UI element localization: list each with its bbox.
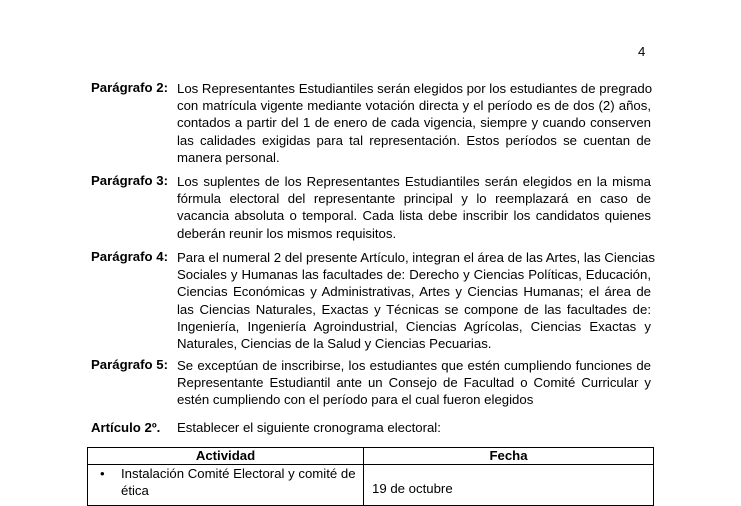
schedule-table <box>87 447 654 506</box>
activity-line: ética <box>121 483 149 498</box>
paragraph-line: Los suplentes de los Representantes Estudiantiles serán elegidos en la misma <box>177 174 651 189</box>
paragraph-line: deberán reunir los mismos requisitos. <box>177 225 397 241</box>
paragraph-line: Para el numeral 2 del presente Artículo, integran el área de las Artes, las Ciencias <box>177 250 655 265</box>
table-row <box>88 465 654 506</box>
paragraph-line: Se exceptúan de inscribirse, los estudiantes que estén cumpliendo funciones de <box>177 358 651 373</box>
date-cell <box>364 465 654 506</box>
paragraph-body <box>177 249 655 352</box>
column-header-date: Fecha <box>364 448 654 465</box>
paragraph-line: manera personal. <box>177 149 280 165</box>
paragraph-label: Parágrafo 3: <box>91 173 168 188</box>
article-2 <box>91 419 651 437</box>
paragraph-line: las Ciencias Naturales, Exactas y Técnicas se compone de las facultades de: <box>177 301 651 317</box>
bullet-icon: • <box>100 466 105 481</box>
paragraph-label: Parágrafo 5: <box>91 357 168 372</box>
column-header-activity: Actividad <box>88 448 364 465</box>
paragraph-line: vacancia absoluta o temporal. Cada lista debe inscribir los candidatos quienes <box>177 208 651 224</box>
paragraph-line: contados a partir del 1 de enero de cada vigencia, siempre y cuando conserven <box>177 115 651 131</box>
paragraph-line: Ciencias Económicas y Administrativas, Artes y Ciencias Humanas; el área de <box>177 284 651 300</box>
paragraph-line: estén cumpliendo con el período para el cual fueron elegidos <box>177 392 534 408</box>
paragraph-line: Los Representantes Estudiantiles serán elegidos por los estudiantes de pregrado <box>177 81 653 96</box>
paragraph-line: Sociales y Humanas las facultades de: Derecho y Ciencias Políticas, Educación, <box>177 267 651 283</box>
paragraph-line: Naturales, Ciencias de la Salud y Ciencias Pecuarias. <box>177 335 492 351</box>
article-text: Establecer el siguiente cronograma electoral: <box>177 420 441 435</box>
activity-cell <box>88 465 364 506</box>
paragraph-line: con matrícula vigente mediante votación directa y el período es de dos (2) años, <box>177 98 651 114</box>
page-number: 4 <box>638 44 646 59</box>
article-label: Artículo 2º. <box>91 420 161 435</box>
table-header-row <box>88 448 654 465</box>
paragraph-label: Parágrafo 4: <box>91 249 168 264</box>
activity-line: Instalación Comité Electoral y comité de <box>121 466 356 481</box>
paragraph-body <box>177 80 651 166</box>
paragraph-line: fórmula electoral del representante principal y lo reemplazará en caso de <box>177 191 651 207</box>
date-text: 19 de octubre <box>372 481 453 496</box>
paragraph-body <box>177 357 651 409</box>
paragraph-line: Ingeniería, Ingeniería Agroindustrial, Ciencias Agrícolas, Ciencias Exactas y <box>177 318 651 334</box>
paragraph-label: Parágrafo 2: <box>91 80 168 95</box>
paragraph-body <box>177 173 651 242</box>
paragraph-line: Representante Estudiantil ante un Consejo de Facultad o Comité Curricular y <box>177 375 651 391</box>
paragraph-line: las calidades exigidas para tal representación. Estos períodos se cuentan de <box>177 132 651 148</box>
